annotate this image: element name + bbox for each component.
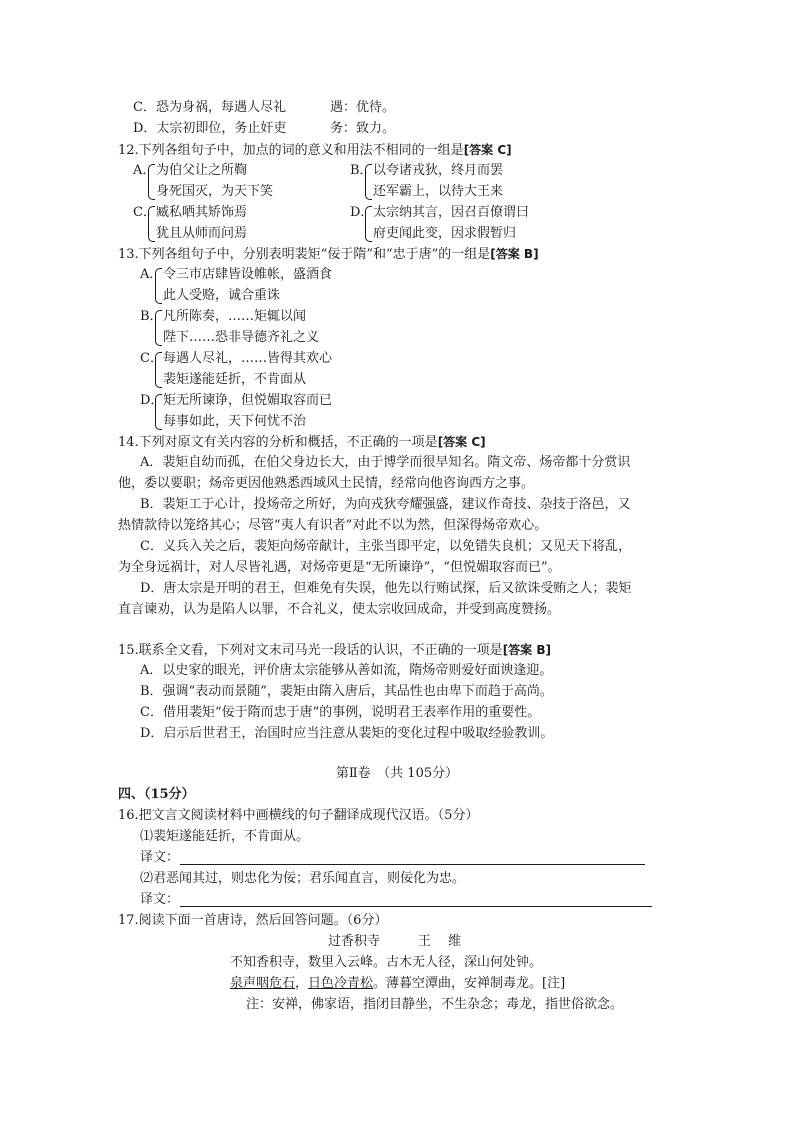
poem-line-2: 泉声咽危石，日色冷青松。薄暮空潭曲，安禅制毒龙。[注] — [230, 976, 566, 991]
q15-stem: 15.联系全文看，下列对文末司马光一段话的认识，不正确的一项是[答案 B] — [118, 643, 551, 658]
q13-c-label: C． — [140, 351, 163, 366]
brace — [148, 164, 155, 200]
brace — [148, 206, 155, 242]
q16-sentence-1: ⑴裴矩遂能廷折，不肯面从。 — [140, 829, 310, 844]
q13-c-line1: 每遇人尽礼，……皆得其欢心 — [163, 351, 333, 366]
q13-d-line1: 矩无所谏诤，但悦媚取容而已 — [163, 393, 333, 408]
q14-answer: [答案 C] — [437, 435, 486, 449]
q13-d-line2: 每事如此，天下何忧不治 — [163, 414, 307, 429]
q16-answer-label-1: 译文： — [140, 850, 180, 865]
q16-answer-line-1[interactable] — [180, 864, 645, 865]
q12-answer: [答案 C] — [463, 143, 512, 157]
q12-c-line2: 犹且从师而问焉 — [156, 226, 248, 241]
q16-sentence-2: ⑵君恶闻其过，则忠化为佞；君乐闻直言，则佞化为忠。 — [140, 871, 466, 886]
q13-answer: [答案 B] — [490, 247, 539, 261]
q16-stem: 16.把文言文阅读材料中画横线的句子翻译成现代汉语。（5分） — [118, 808, 479, 823]
q16-answer-line-2[interactable] — [180, 906, 652, 907]
q12-d-line2: 府吏闻此变，因求假暂归 — [373, 226, 517, 241]
brace — [155, 310, 162, 346]
q14-d-line2: 直言谏劝，认为是陷人以罪，不合礼义，使太宗收回成命，并受到高度赞扬。 — [118, 602, 561, 617]
q13-a-line2: 此人受赂，诚合重诛 — [163, 288, 281, 303]
q13-c-line2: 裴矩遂能廷折，不肯面从 — [163, 372, 307, 387]
brace — [365, 206, 372, 242]
q14-d-line1: D．唐太宗是开明的君王，但难免有失误，他先以行贿试探，后又欲诛受贿之人；裴矩 — [140, 581, 632, 596]
q14-a-line1: A．裴矩自幼而孤，在伯父身边长大，由于博学而很早知名。隋文帝、炀帝都十分赏识 — [140, 455, 631, 470]
q13-b-line2: 陛下……恐非导德齐礼之义 — [163, 330, 320, 345]
q12-a-line1: 为伯父让之所鞫 — [156, 163, 248, 178]
q13-stem: 13.下列各组句子中，分别表明裴矩“佞于隋”和“忠于唐”的一组是[答案 B] — [118, 247, 539, 262]
q13-a-line1: 令三市店肆皆设帷帐，盛酒食 — [163, 267, 333, 282]
poem-line-1: 不知香积寺，数里入云峰。古木无人径，深山何处钟。 — [230, 955, 543, 970]
q14-a-line2: 他，委以要职；炀帝更因他熟悉西域风土民情，经常向他咨询西方之事。 — [118, 476, 535, 491]
q15-option-c: C．借用裴矩“佞于隋而忠于唐”的事例，说明君王表率作用的重要性。 — [140, 705, 541, 720]
q15-option-d: D．启示后世君王，治国时应当注意从裴矩的变化过程中吸取经验教训。 — [140, 726, 554, 741]
brace — [365, 164, 372, 200]
brace — [155, 394, 162, 430]
section-heading: 四、（15分） — [118, 787, 195, 802]
q15-option-a: A．以史家的眼光，评价唐太宗能够从善如流，隋炀帝则爱好面谀逢迎。 — [140, 663, 553, 678]
poem-note: 注：安禅，佛家语，指闭目静坐，不生杂念；毒龙，指世俗欲念。 — [246, 997, 624, 1012]
q12-d-line1: 太宗纳其言，因召百僚谓曰 — [373, 205, 530, 220]
q17-stem: 17.阅读下面一首唐诗，然后回答问题。（6分） — [118, 913, 388, 928]
q11-option-c-gloss: 遇：优待。 — [330, 100, 396, 115]
q11-option-d: D．太宗初即位，务止奸吏 — [133, 121, 287, 136]
q12-b-line2: 还军霸上，以待大王来 — [373, 184, 504, 199]
q12-b-line1: 以夸诸戎狄，终月而罢 — [373, 163, 504, 178]
q12-c-label: C． — [133, 205, 156, 220]
q16-answer-label-2: 译文： — [140, 892, 180, 907]
poem-title: 过香积寺 — [328, 934, 381, 949]
q12-b-label: B． — [350, 163, 373, 178]
q12-stem: 12.下列各组句子中，加点的词的意义和用法不相同的一组是[答案 C] — [118, 143, 512, 158]
q12-c-line1: 臧私哂其矫饰焉 — [156, 205, 248, 220]
poem-author: 王 维 — [418, 934, 462, 949]
q15-answer: [答案 B] — [502, 643, 551, 657]
q14-b-line1: B．裴矩工于心计，投炀帝之所好，为向戎狄夸耀强盛，建议作奇技、杂技于洛邑，又 — [140, 497, 631, 512]
q12-d-label: D． — [350, 205, 374, 220]
q12-a-line2: 身死国灭，为天下笑 — [156, 184, 274, 199]
q13-b-line1: 凡所陈奏，……矩辄以闻 — [163, 309, 307, 324]
q14-stem: 14.下列对原文有关内容的分析和概括，不正确的一项是[答案 C] — [118, 435, 486, 450]
q12-a-label: A． — [133, 163, 156, 178]
part2-title: 第Ⅱ卷 （共 105分） — [335, 766, 459, 781]
q11-option-c: C．恐为身祸，每遇人尽礼 — [133, 100, 286, 115]
brace — [155, 352, 162, 388]
underlined-phrase-1: 泉声咽危石 — [230, 976, 296, 991]
q13-a-label: A． — [140, 267, 163, 282]
q14-c-line1: C．义兵入关之后，裴矩向炀帝献计，主张当即平定，以免错失良机；又见天下将乱， — [140, 539, 631, 554]
q11-option-d-gloss: 务：致力。 — [330, 121, 396, 136]
q15-option-b: B．强调“表动而景随”，裴矩由隋入唐后，其品性也由卑下而趋于高尚。 — [140, 684, 553, 699]
brace — [155, 268, 162, 304]
q14-b-line2: 热情款待以笼络其心；尽管“夷人有识者”对此不以为然，但深得炀帝欢心。 — [118, 518, 548, 533]
q13-d-label: D． — [140, 393, 164, 408]
q14-c-line2: 为全身远祸计，对人尽皆礼遇，对炀帝更是“无所谏诤”，“但悦媚取容而已”。 — [118, 560, 561, 575]
underlined-phrase-2: 日色冷青松 — [308, 976, 374, 991]
q13-b-label: B． — [140, 309, 163, 324]
